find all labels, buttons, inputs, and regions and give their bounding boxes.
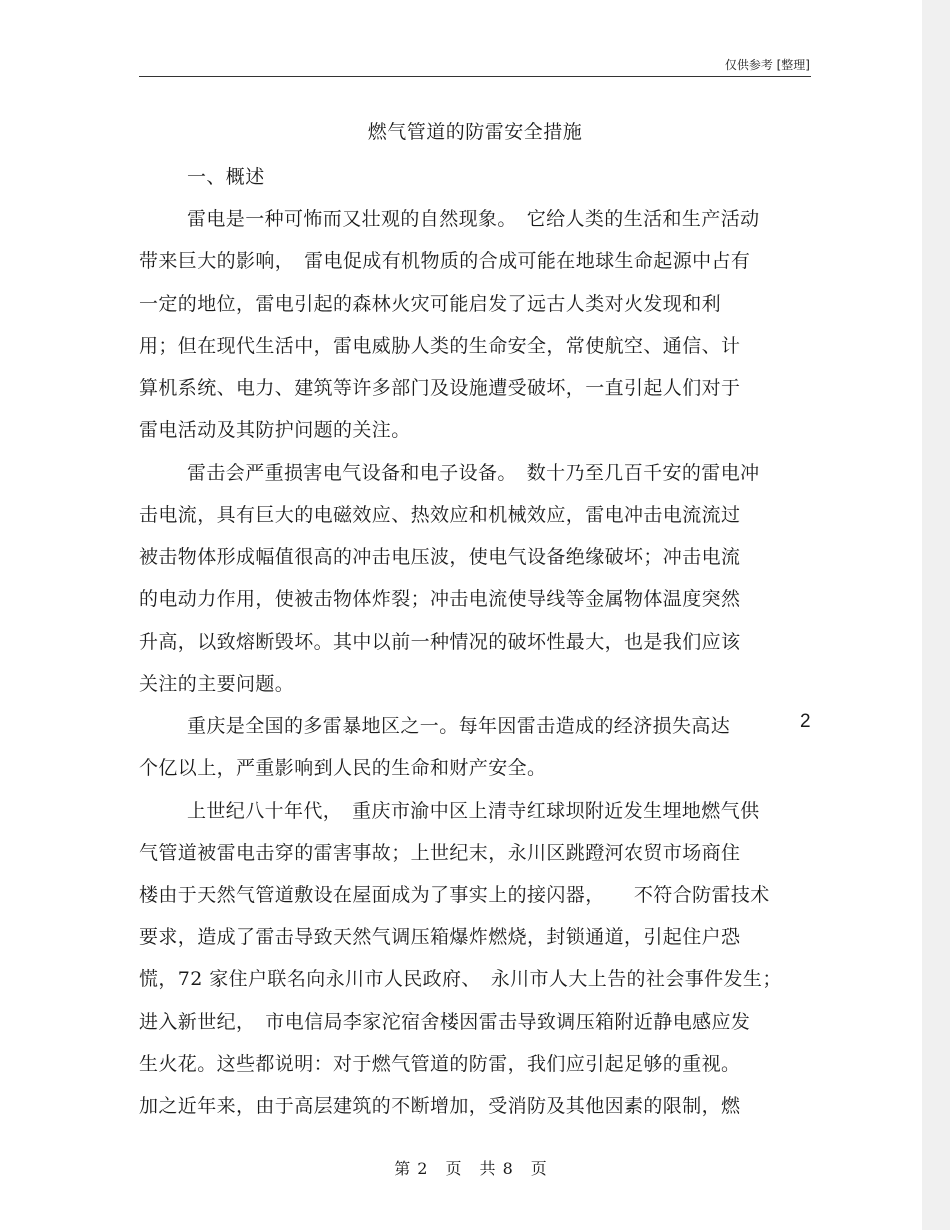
page-number-footer: 第 2 页 共 8 页 — [394, 1159, 548, 1178]
text-line: 被击物体形成幅值很高的冲击电压波，使电气设备绝缘破坏；冲击电流 — [139, 546, 741, 568]
text-line: 气管道被雷电击穿的雷害事故；上世纪末，永川区跳蹬河农贸市场商住 — [139, 842, 741, 864]
text-line: 用；但在现代生活中，雷电威胁人类的生命安全，常使航空、通信、计 — [139, 335, 741, 357]
document-title: 燃气管道的防雷安全措施 — [367, 121, 583, 143]
text-line: 关注的主要问题。 — [139, 673, 295, 695]
text-line: 雷电是一种可怖而又壮观的自然现象。 它给人类的生活和生产活动 — [187, 208, 760, 230]
text-line: 雷电活动及其防护问题的关注。 — [139, 419, 411, 441]
text-line: 算机系统、电力、建筑等许多部门及设施遭受破坏，一直引起人们对于 — [139, 377, 741, 399]
text-line: 加之近年来，由于高层建筑的不断增加，受消防及其他因素的限制，燃 — [139, 1095, 741, 1117]
text-line: 楼由于天然气管道敷设在屋面成为了事实上的接闪器， 不符合防雷技术 — [139, 884, 770, 906]
text-line: 慌，72 家住户联名向永川市人民政府、 永川市人大上告的社会事件发生； — [139, 968, 782, 990]
header-divider — [139, 76, 811, 77]
text-line: 带来巨大的影响， 雷电促成有机物质的合成可能在地球生命起源中占有 — [139, 250, 751, 272]
text-line: 雷击会严重损害电气设备和电子设备。 数十乃至几百千安的雷电冲 — [187, 462, 760, 484]
text-line: 生火花。这些都说明：对于燃气管道的防雷，我们应引起足够的重视。 — [139, 1053, 741, 1075]
text-line: 的电动力作用，使被击物体炸裂；冲击电流使导线等金属物体温度突然 — [139, 588, 741, 610]
text-line: 个亿以上，严重影响到人民的生命和财产安全。 — [139, 757, 547, 779]
text-line: 升高，以致熔断毁坏。其中以前一种情况的破坏性最大，也是我们应该 — [139, 631, 741, 653]
text-line: 一定的地位，雷电引起的森林火灾可能启发了远古人类对火发现和利 — [139, 293, 722, 315]
text-line: 上世纪八十年代， 重庆市渝中区上清寺红球坝附近发生埋地燃气供 — [187, 800, 760, 822]
trailing-number: 2 — [800, 711, 811, 732]
text-line: 重庆是全国的多雷暴地区之一。每年因雷击造成的经济损失高达 — [187, 715, 731, 737]
text-line: 要求，造成了雷击导致天然气调压箱爆炸燃烧，封锁通道，引起住户恐 — [139, 926, 741, 948]
header-note: 仅供参考 [整理] — [724, 58, 810, 72]
text-line: 进入新世纪， 市电信局李家沱宿舍楼因雷击导致调压箱附近静电感应发 — [139, 1011, 751, 1033]
text-line: 击电流，具有巨大的电磁效应、热效应和机械效应，雷电冲击电流流过 — [139, 504, 741, 526]
section-heading: 一、概述 — [187, 166, 265, 188]
